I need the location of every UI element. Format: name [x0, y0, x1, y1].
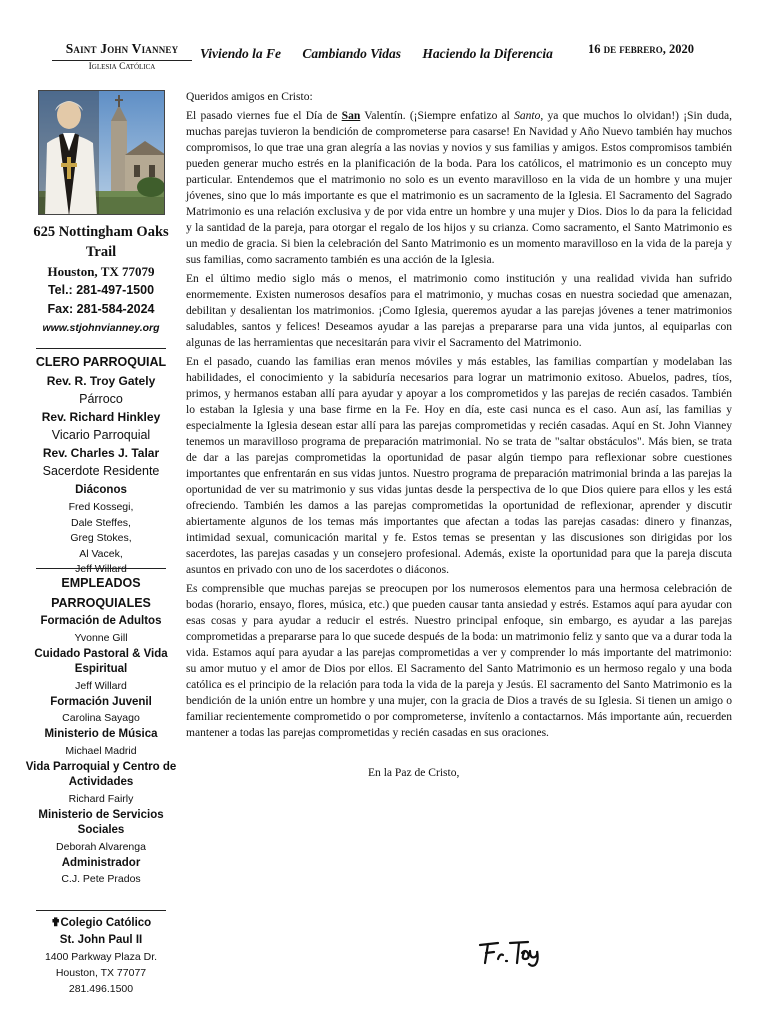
- paragraph-text: , ya que muchos lo olvidan!) ¡Sin duda, muchas parejas tuvieron la bendición de comprometerse para casarse! En Navidad y Año Nuevo también hay muchos compromisos, lo que trae una gran alegría a las novias y novios y sus familias y amigos. Estos compromisos también pueden generar mucho estrés en la planificación de la boda. Para los católicos, el matrimonio es un concepto muy particular. Entendemos que el matrimonio no solo es un evento maravilloso en la vida de un hombre y una mujer jóvenes, sino que lo más importante es que el matrimonio es un sacramento de la Iglesia. El Sacramento del Sagrado Matrimonio es una relación exclusiva y de por vida entre un hombre y una mujer y Dios. Dios lo da para la felicidad y la santidad de la pareja, para otorgar el regalo de los hijos y su crianza. Como sacramento, el Santo Matrimonio es un medio de gracia. Si bien la celebración del Santo Matrimonio es un momento maravilloso en la vida de la pareja y sus familias, como sacramento también es una acción de la Iglesia.: [186, 110, 732, 266]
- staff-role: Ministerio de Servicios Sociales: [38, 808, 164, 836]
- handwritten-signature: [476, 937, 546, 967]
- staff-role: Ministerio de Música: [44, 728, 158, 740]
- address-block: [24, 222, 178, 337]
- motto-part-1: Viviendo la Fe: [200, 46, 281, 61]
- school-section: [24, 904, 178, 997]
- clergy-role: Vicario Parroquial: [51, 428, 151, 442]
- issue-date: 16 de febrero, 2020: [588, 42, 695, 56]
- school-name-line-2: St. John Paul II: [59, 934, 143, 946]
- staff-role: Formación Juvenil: [50, 695, 152, 708]
- staff-role: Vida Parroquial y Centro de Actividades: [25, 760, 177, 788]
- masthead: [0, 0, 770, 82]
- letter-paragraph-4: Es comprensible que muchas parejas se preocupen por los numerosos elementos para una hermosa celebración de bodas (horario, ensayo, flores, música, etc.) que pueden causar tanta ansiedad y estrés. Estamos aquí para ayudar con esas cosas y para ayudar a reducir el estrés. Nuestro principal enfoque, sin embargo, es ayudar a las parejas comprometidas a prepararse para lo que sucede después de la boda: un matrimonio feliz y santo que va a durar toda la vida. Estamos aquí para ayudar a las parejas comprometidas a ver y comprender lo más importante del matrimonio: su amor mutuo y el amor de Dios por ellos. El Sacramento del Santo Matrimonio es un hermoso regalo y una boda católica es el principio de la relación para toda la vida de la pareja y Jesús. El sacramento del Santo Matrimonio es la bendición de la unión entre un hombre y una mujer, con la gracia de Dios a través de su Iglesia. Si tienen un amigo o familiar recientemente comprometido o por comprometerse, invítenlo a contactarnos. Más importante aún, recuerden mantener a todas las parejas comprometidas y recién casadas en sus oraciones.: [186, 583, 732, 739]
- deacon-name: Jeff Willard: [75, 563, 127, 575]
- school-phone: 281.496.1500: [68, 983, 134, 995]
- staff-person: Jeff Willard: [75, 679, 127, 692]
- clergy-role: Sacerdote Residente: [42, 464, 160, 478]
- fax: Fax: 281-584-2024: [47, 302, 155, 316]
- deacon-name: Dale Steffes,: [71, 516, 131, 529]
- staff-person: Deborah Alvarenga: [56, 840, 146, 853]
- deacon-name: Fred Kossegi,: [68, 501, 134, 513]
- emphasis-santo: Santo: [514, 110, 541, 122]
- parish-name: Saint John Vianney: [65, 41, 179, 56]
- staff-person: Yvonne Gill: [74, 631, 128, 644]
- staff-role: Cuidado Pastoral & Vida Espiritual: [34, 647, 168, 675]
- deacon-name: Al Vacek,: [79, 547, 123, 560]
- divider: [36, 568, 166, 569]
- paragraph-text: El pasado viernes fue el Día de: [186, 110, 342, 122]
- school-address-line-2: Houston, TX 77077: [55, 967, 147, 979]
- staff-person: Richard Fairly: [68, 792, 134, 805]
- motto-part-2: Cambiando Vidas: [302, 46, 402, 61]
- staff-heading-line-2: PARROQUIALES: [51, 596, 151, 610]
- letter-paragraph-1: [186, 108, 732, 268]
- street-address: 625 Nottingham Oaks Trail: [33, 224, 169, 260]
- letter-greeting: Queridos amigos en Cristo:: [186, 91, 313, 103]
- website-link[interactable]: www.stjohnvianney.org: [42, 322, 160, 334]
- city-state-zip: Houston, TX 77079: [47, 264, 155, 279]
- letter-paragraph-3: En el pasado, cuando las familias eran menos móviles y más estables, las familias compartían y modelaban las habilidades, el conocimiento y la sabiduría necesarios para lograr un matrimonio exitoso. Abuelos, padres, tíos, primos, y hermanos estaban allí para ayudar y apoyar a los comprometidos y las parejas de recién casados. También lo estaban la Iglesia y una base firme en la Fe. Hoy en día, este casi nunca es el caso. Aun así, las familias y especialmente la Iglesia desean estar allí para las parejas comprometidas y recién casadas. Aquí en St. John Vianney tenemos un maravilloso programa de preparación matrimonial. No se trata de "saltar obstáculos". Más bien, se trata de dar a las parejas comprometidas la oportunidad de pasar algún tiempo para reflexionar sobre cuestiones importantes que enfrentarán en sus vidas juntos. Nuestro programa de preparación matrimonial brinda a las parejas la oportunidad de ver su matrimonio y sus vidas juntas desde la perspectiva de lo que Dios quiere para ellos y les está ofreciendo. También les damos a las parejas comprometidas la oportunidad de reflexionar, aprender y discutir abiertamente algunos de los temas más importantes que afectan a todas las parejas casadas: dinero y finanzas, intimidad sexual, comunicación marital y fe. Estos temas se presentan y las discusiones son dirigidas por los sacerdotes, las parejas casadas y un consejero profesional. Además, existe la oportunidad para que la pareja discuta asuntos en privado con uno de los sacerdotes o diáconos.: [186, 356, 732, 576]
- emphasis-san: San: [341, 110, 361, 122]
- staff-heading-line-1: EMPLEADOS: [61, 576, 141, 590]
- school-address-line-1: 1400 Parkway Plaza Dr.: [44, 951, 158, 963]
- clergy-role: Párroco: [79, 392, 123, 406]
- letter-closing: En la Paz de Cristo,: [368, 767, 460, 779]
- staff-section: [24, 562, 178, 887]
- parish-subtitle: Iglesia Católica: [52, 60, 192, 72]
- cross-icon: ✟: [50, 917, 61, 929]
- staff-person: C.J. Pete Prados: [61, 873, 141, 885]
- pastor-letter: [186, 89, 732, 781]
- telephone: Tel.: 281-497-1500: [47, 283, 155, 297]
- deacon-name: Greg Stokes,: [70, 532, 132, 544]
- clergy-section: [24, 342, 178, 578]
- letter-paragraph-2: En el último medio siglo más o menos, el matrimonio como institución y una realidad vivida han sufrido enormemente. Existen numerosos desafíos para el matrimonio, y muchas cosas en nuestra sociedad que amenazan, debilitan y desalientan los matrimonios. ¡Como Iglesia, queremos ayudar a las parejas jóvenes a tener matrimonios saludables, santos y felices! Deseamos ayudar a las parejas a prepararse para una vida juntos, al equiparlas con algunas de las herramientas que necesitarán para vivir el Sacramento del Matrimonio.: [186, 273, 732, 349]
- divider: [36, 348, 166, 349]
- staff-role: Formación de Adultos: [40, 615, 162, 627]
- staff-person: Michael Madrid: [65, 744, 137, 757]
- staff-role: Administrador: [61, 856, 141, 869]
- paragraph-text: Valentín. (¡Siempre enfatizo al: [360, 110, 515, 122]
- church-photo: [38, 90, 165, 215]
- clergy-name: Rev. Charles J. Talar: [42, 446, 160, 460]
- divider: [36, 910, 166, 911]
- clergy-name: Rev. Richard Hinkley: [41, 410, 161, 424]
- motto-part-3: Haciendo la Diferencia: [422, 46, 553, 61]
- clergy-heading: CLERO PARROQUIAL: [35, 355, 167, 369]
- church-photo-image: [39, 91, 165, 215]
- deacons-heading: Diáconos: [75, 484, 127, 496]
- parish-motto: [200, 46, 571, 62]
- clergy-name: Rev. R. Troy Gately: [46, 374, 156, 388]
- school-name-line-1: [24, 915, 178, 932]
- school-name: Colegio Católico: [60, 917, 152, 929]
- staff-person: Carolina Sayago: [62, 712, 140, 724]
